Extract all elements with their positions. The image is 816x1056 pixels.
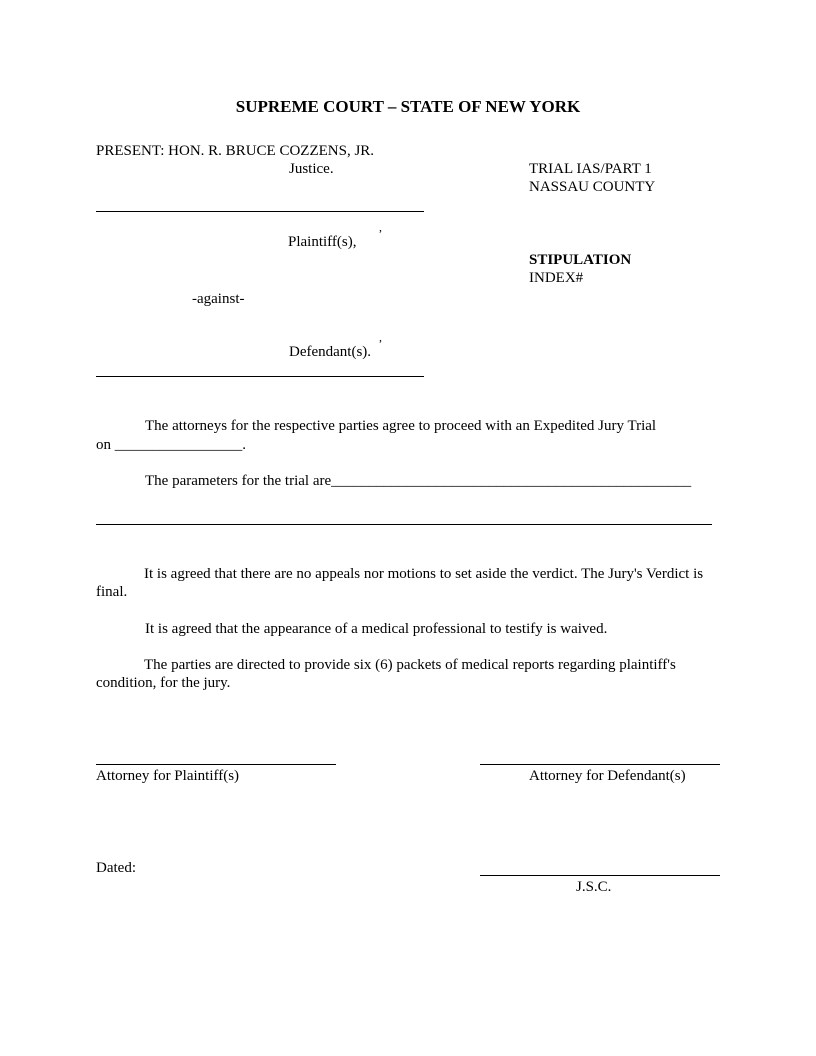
plaintiff-attorney-label: Attorney for Plaintiff(s) bbox=[96, 768, 240, 784]
justice-label: Justice. bbox=[289, 161, 334, 177]
against-label: -against- bbox=[192, 291, 245, 307]
paragraph-parameters: The parameters for the trial are________________________________________________ bbox=[145, 473, 692, 489]
caption-bottom-rule bbox=[96, 376, 424, 377]
judge-signature-line bbox=[480, 875, 720, 876]
paragraph-packets-text: The parties are directed to provide six (6) packets of medical reports regarding plaintiff's condition, for the jury. bbox=[96, 657, 676, 691]
dated-label: Dated: bbox=[96, 860, 136, 876]
defendant-signature-line bbox=[480, 764, 720, 765]
document-type: STIPULATION bbox=[529, 252, 632, 268]
caption-top-rule bbox=[96, 211, 424, 212]
court-title: SUPREME COURT – STATE OF NEW YORK bbox=[235, 97, 581, 116]
present-line: PRESENT: HON. R. BRUCE COZZENS, JR. bbox=[96, 143, 375, 159]
paragraph-trial-line-1: The attorneys for the respective parties agree to proceed with an Expedited Jury Trial bbox=[145, 418, 657, 434]
paragraph-appeals-text: It is agreed that there are no appeals nor motions to set aside the verdict. The Jury's Verdict is final. bbox=[96, 566, 704, 600]
plaintiff-comma: , bbox=[379, 220, 382, 234]
index-label: INDEX# bbox=[529, 270, 584, 286]
paragraph-appeals bbox=[96, 565, 721, 601]
paragraph-trial-line-2: on _________________. bbox=[96, 437, 246, 453]
defendant-label: Defendant(s). bbox=[289, 344, 372, 360]
jsc-label: J.S.C. bbox=[576, 879, 612, 895]
defendant-comma: , bbox=[379, 330, 382, 344]
paragraph-medical-waived: It is agreed that the appearance of a medical professional to testify is waived. bbox=[145, 621, 608, 637]
defendant-attorney-label: Attorney for Defendant(s) bbox=[529, 768, 686, 784]
county-label: NASSAU COUNTY bbox=[529, 179, 656, 195]
plaintiff-signature-line bbox=[96, 764, 336, 765]
plaintiff-label: Plaintiff(s), bbox=[288, 234, 357, 250]
parameters-blank-line bbox=[96, 524, 712, 525]
paragraph-packets bbox=[96, 656, 721, 692]
trial-part-label: TRIAL IAS/PART 1 bbox=[529, 161, 652, 177]
